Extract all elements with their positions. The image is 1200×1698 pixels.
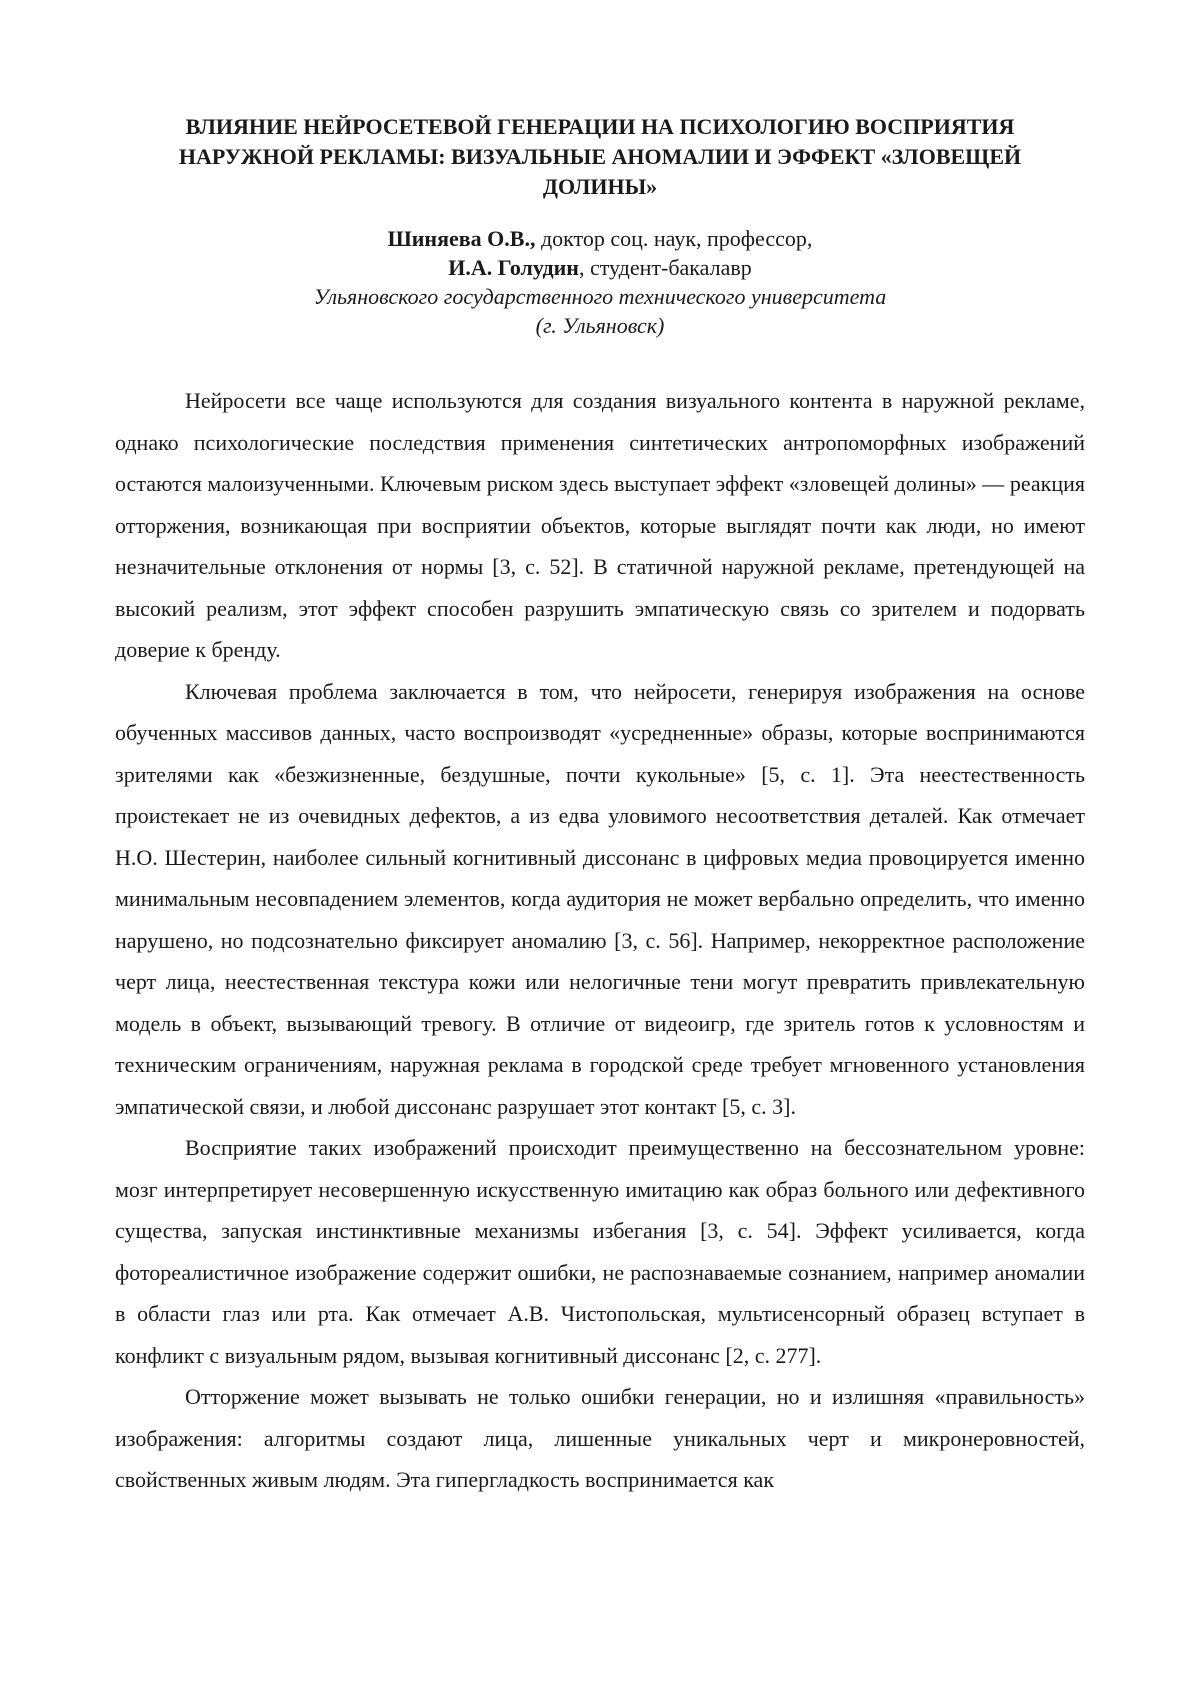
paragraph-1: Нейросети все чаще используются для создания визуального контента в наружной рекламе, однако психологические последствия применения синтетических антропоморфных изображений остаются малоизученными. Ключевым риском здесь выступает эффект «зловещей долины» — реакция отторжения, возникающая при восприятии объектов, которые выглядят почти как люди, но имеют незначительные отклонения от нормы [3, с. 52]. В статичной наружной рекламе, претендующей на высокий реализм, этот эффект способен разрушить эмпатическую связь со зрителем и подорвать доверие к бренду. — [115, 388, 1085, 662]
author-name-1: Шиняева О.В., — [387, 226, 536, 251]
author-block — [100, 224, 1100, 340]
author-role-2: , студент-бакалавр — [578, 255, 752, 280]
author-name-2: И.А. Голудин — [448, 255, 579, 280]
author-role-1: доктор соц. наук, профессор, — [535, 226, 813, 251]
article-title: ВЛИЯНИЕ НЕЙРОСЕТЕВОЙ ГЕНЕРАЦИИ НА ПСИХОЛОГИЮ ВОСПРИЯТИЯ НАРУЖНОЙ РЕКЛАМЫ: ВИЗУАЛЬНЫЕ АНОМАЛИИ И ЭФФЕКТ «ЗЛОВЕЩЕЙ ДОЛИНЫ» — [178, 114, 1022, 199]
author-line-1 — [100, 224, 1100, 253]
city: (г. Ульяновск) — [535, 313, 665, 338]
article-body — [115, 380, 1085, 1501]
paragraph-4: Отторжение может вызывать не только ошибки генерации, но и излишняя «правильность» изображения: алгоритмы создают лица, лишенные уникальных черт и микронеровностей, свойственных живым людям. Эта гипергладкость воспринимается как — [115, 1384, 1085, 1492]
affiliation: Ульяновского государственного технического университета — [313, 284, 887, 309]
paragraph-2: Ключевая проблема заключается в том, что нейросети, генерируя изображения на основе обученных массивов данных, часто воспроизводят «усредненные» образы, которые воспринимаются зрителями как «безжизненные, бездушные, почти кукольные» [5, с. 1]. Эта неестественность проистекает не из очевидных дефектов, а из едва уловимого несоответствия деталей. Как отмечает Н.О. Шестерин, наиболее сильный когнитивный диссонанс в цифровых медиа провоцируется именно минимальным несовпадением элементов, когда аудитория не может вербально определить, что именно нарушено, но подсознательно фиксирует аномалию [3, с. 56]. Например, некорректное расположение черт лица, неестественная текстура кожи или нелогичные тени могут превратить привлекательную модель в объект, вызывающий тревогу. В отличие от видеоигр, где зритель готов к условностям и техническим ограничениям, наружная реклама в городской среде требует мгновенного установления эмпатической связи, и любой диссонанс разрушает этот контакт [5, с. 3]. — [115, 678, 1085, 1119]
author-line-2 — [100, 253, 1100, 282]
article-header — [100, 112, 1100, 340]
paragraph-3: Восприятие таких изображений происходит преимущественно на бессознательном уровне: мозг интерпретирует несовершенную искусственную имитацию как образ больного или дефективного существа, запуская инстинктивные механизмы избегания [3, с. 54]. Эффект усиливается, когда фотореалистичное изображение содержит ошибки, не распознаваемые сознанием, например аномалии в области глаз или рта. Как отмечает А.В. Чистопольская, мультисенсорный образец вступает в конфликт с визуальным рядом, вызывая когнитивный диссонанс [2, с. 277]. — [115, 1135, 1085, 1368]
